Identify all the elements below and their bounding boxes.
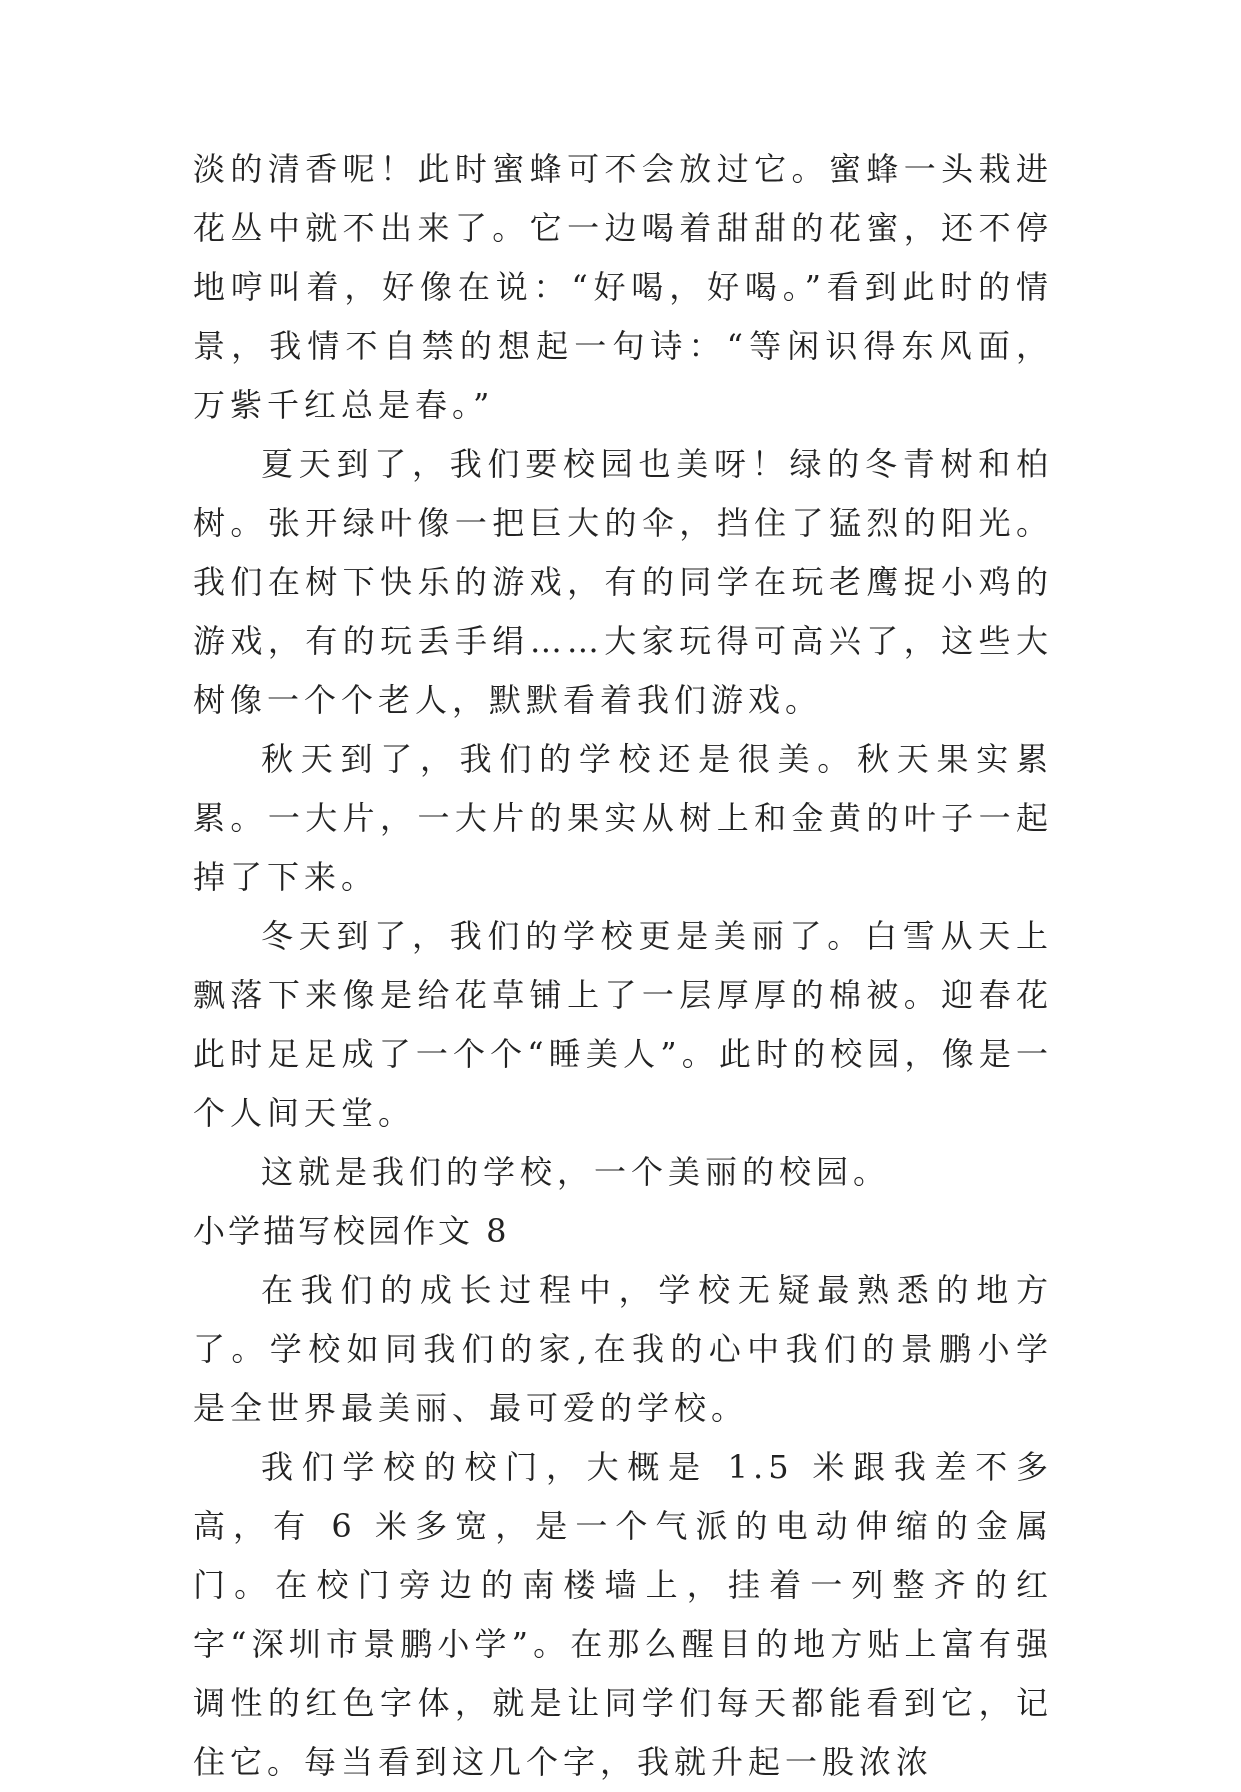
paragraph-summer: 夏天到了，我们要校园也美呀！绿的冬青树和柏树。张开绿叶像一把巨大的伞，挡住了猛烈的阳光。我们在树下快乐的游戏，有的同学在玩老鹰捉小鸡的游戏，有的玩丢手绢……大家玩得可高兴了，这些大树像一个个老人，默默看着我们游戏。 [193,445,1053,719]
paragraph-autumn: 秋天到了，我们的学校还是很美。秋天果实累累。一大片，一大片的果实从树上和金黄的叶子一起掉了下来。 [193,740,1053,896]
document-page [193,140,1053,1792]
essay-heading: 小学描写校园作文 8 [193,1212,510,1250]
paragraph-winter: 冬天到了，我们的学校更是美丽了。白雪从天上飘落下来像是给花草铺上了一层厚厚的棉被。迎春花此时足足成了一个个“睡美人”。此时的校园，像是一个人间天堂。 [193,917,1053,1132]
paragraph-intro: 在我们的成长过程中，学校无疑最熟悉的地方了。学校如同我们的家,在我的心中我们的景鹏小学是全世界最美丽、最可爱的学校。 [193,1271,1053,1427]
paragraph-school-gate: 我们学校的校门，大概是 1.5 米跟我差不多高，有 6 米多宽，是一个气派的电动伸缩的金属门。在校门旁边的南楼墙上，挂着一列整齐的红字“深圳市景鹏小学”。在那么醒目的地方贴上富有强调性的红色字体，就是让同学们每天都能看到它，记住它。每当看到这几个字，我就升起一股浓浓 [193,1448,1053,1781]
paragraph-conclusion: 这就是我们的学校，一个美丽的校园。 [261,1153,891,1191]
paragraph-spring-end: 淡的清香呢！此时蜜蜂可不会放过它。蜜蜂一头栽进花丛中就不出来了。它一边喝着甜甜的花蜜，还不停地哼叫着，好像在说：“好喝，好喝。”看到此时的情景，我情不自禁的想起一句诗：“等闲识得东风面，万紫千红总是春。” [193,150,1053,424]
